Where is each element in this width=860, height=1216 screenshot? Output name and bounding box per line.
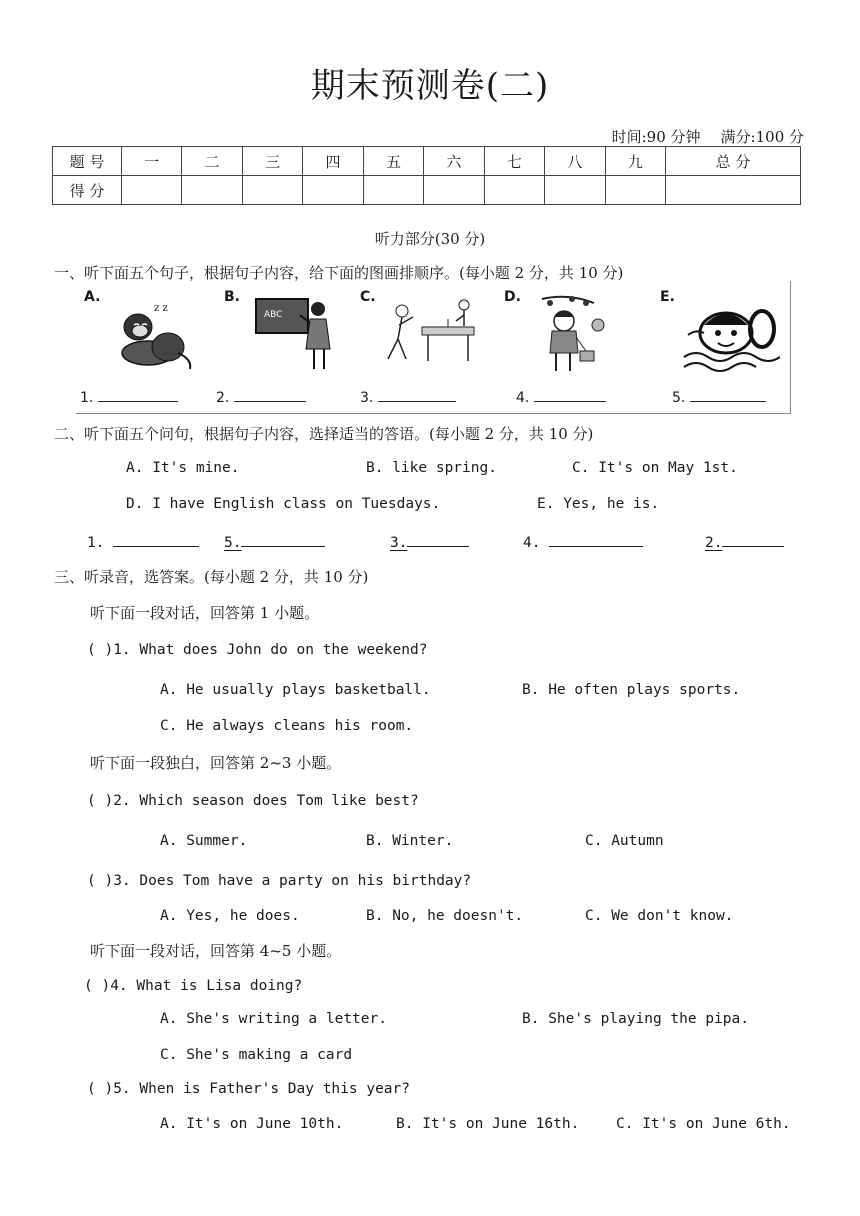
- score-table-cell: 八: [545, 147, 605, 176]
- teacher-blackboard-icon: [252, 295, 342, 375]
- score-input-cell[interactable]: [484, 176, 544, 205]
- score-table-cell: 得 分: [53, 176, 122, 205]
- listening-header: 听力部分(30 分): [374, 230, 486, 248]
- sleeping-monkey-icon: [110, 295, 200, 373]
- blank-number: 2.: [216, 390, 230, 406]
- score-input-cell[interactable]: [122, 176, 182, 205]
- section3-intro: 听下面一段对话，回答第 4~5 小题。: [90, 942, 342, 960]
- score-input-cell[interactable]: [424, 176, 484, 205]
- question-option: B. He often plays sports.: [522, 682, 741, 698]
- score-table: [52, 146, 801, 205]
- score-table-cell: 九: [605, 147, 665, 176]
- exam-full-score: 满分:100 分: [720, 128, 804, 146]
- section3-intro: 听下面一段对话，回答第 1 小题。: [90, 604, 320, 622]
- exam-meta: [612, 126, 804, 147]
- score-table-cell: 一: [122, 147, 182, 176]
- question-option: A. Summer.: [160, 833, 248, 849]
- answer-blank[interactable]: [234, 387, 306, 402]
- section2-option-b: B. like spring.: [366, 460, 497, 476]
- score-table-cell: 四: [303, 147, 363, 176]
- blank-number: 3.: [360, 390, 374, 406]
- answer-blank[interactable]: [690, 387, 766, 402]
- answer-blank[interactable]: [98, 387, 178, 402]
- question-option: C. Autumn: [585, 833, 664, 849]
- question-option: B. She's playing the pipa.: [522, 1011, 749, 1027]
- section2-answer: [390, 532, 469, 551]
- question-option: C. She's making a card: [160, 1047, 353, 1063]
- question-stem: ( )1. What does John do on the weekend?: [87, 642, 428, 658]
- picture-letter: B.: [224, 289, 240, 305]
- page-title: 期末预测卷(二): [310, 66, 550, 106]
- answer-number: 2.: [705, 535, 723, 551]
- score-table-cell: 总 分: [665, 147, 800, 176]
- picture-letter: E.: [660, 289, 675, 305]
- score-table-cell: 二: [182, 147, 242, 176]
- picture-panel: [76, 281, 791, 414]
- score-table-header-row: [53, 147, 801, 176]
- svg-text:ABC: ABC: [264, 310, 283, 320]
- answer-blank[interactable]: [722, 532, 784, 547]
- question-option: A. Yes, he does.: [160, 908, 300, 924]
- question-option: A. It's on June 10th.: [160, 1116, 344, 1132]
- score-input-cell[interactable]: [605, 176, 665, 205]
- question-option: B. Winter.: [366, 833, 454, 849]
- score-input-cell[interactable]: [363, 176, 423, 205]
- section2-option-a: A. It's mine.: [126, 460, 240, 476]
- section1-title: 一、听下面五个句子，根据句子内容，给下面的图画排顺序。(每小题 2 分，共 10 分): [54, 264, 624, 282]
- ping-pong-icon: [380, 295, 480, 377]
- answer-blank[interactable]: [549, 532, 643, 547]
- section2-option-d: D. I have English class on Tuesdays.: [126, 496, 441, 512]
- question-stem: ( )5. When is Father's Day this year?: [87, 1081, 411, 1097]
- picture-blank: [216, 387, 306, 406]
- score-table-cell: 六: [424, 147, 484, 176]
- section3-title: 三、听录音，选答案。(每小题 2 分，共 10 分): [54, 568, 369, 586]
- swimming-boy-icon: [680, 295, 780, 375]
- section2-title: 二、听下面五个问句，根据句子内容，选择适当的答语。(每小题 2 分，共 10 分): [54, 425, 594, 443]
- question-stem: ( )4. What is Lisa doing?: [84, 978, 303, 994]
- question-option: A. He usually plays basketball.: [160, 682, 431, 698]
- answer-blank[interactable]: [407, 532, 469, 547]
- section2-answer: [705, 532, 784, 551]
- boy-picking-apples-icon: [536, 295, 606, 377]
- answer-blank[interactable]: [113, 532, 199, 547]
- picture-blank: [80, 387, 178, 406]
- blank-number: 1.: [80, 390, 94, 406]
- score-table-cell: 题 号: [53, 147, 122, 176]
- question-stem: ( )2. Which season does Tom like best?: [87, 793, 419, 809]
- answer-blank[interactable]: [378, 387, 456, 402]
- section2-option-c: C. It's on May 1st.: [572, 460, 738, 476]
- section2-answer: [224, 532, 325, 551]
- picture-letter: A.: [84, 289, 101, 305]
- question-option: B. It's on June 16th.: [396, 1116, 580, 1132]
- section2-answer: [87, 532, 199, 551]
- section2-answer: [523, 532, 643, 551]
- blank-number: 4.: [516, 390, 530, 406]
- picture-blank: [672, 387, 766, 406]
- score-input-cell[interactable]: [545, 176, 605, 205]
- answer-number: 4.: [523, 535, 541, 551]
- score-table-cell: 七: [484, 147, 544, 176]
- picture-letter: C.: [360, 289, 376, 305]
- question-option: B. No, he doesn't.: [366, 908, 524, 924]
- score-input-cell[interactable]: [182, 176, 242, 205]
- score-input-cell[interactable]: [665, 176, 800, 205]
- answer-number: 3.: [390, 535, 408, 551]
- score-table-score-row: [53, 176, 801, 205]
- section3-intro: 听下面一段独白，回答第 2~3 小题。: [90, 754, 342, 772]
- picture-letter: D.: [504, 289, 521, 305]
- score-input-cell[interactable]: [303, 176, 363, 205]
- question-option: C. It's on June 6th.: [616, 1116, 791, 1132]
- section2-option-e: E. Yes, he is.: [537, 496, 660, 512]
- question-option: C. He always cleans his room.: [160, 718, 414, 734]
- question-option: A. She's writing a letter.: [160, 1011, 387, 1027]
- score-table-cell: 三: [242, 147, 302, 176]
- question-stem: ( )3. Does Tom have a party on his birthday?: [87, 873, 472, 889]
- score-table-cell: 五: [363, 147, 423, 176]
- answer-number: 5.: [224, 535, 242, 551]
- answer-blank[interactable]: [241, 532, 325, 547]
- exam-time: 时间:90 分钟: [611, 128, 701, 146]
- answer-number: 1.: [87, 535, 105, 551]
- question-option: C. We don't know.: [585, 908, 734, 924]
- score-input-cell[interactable]: [242, 176, 302, 205]
- answer-blank[interactable]: [534, 387, 606, 402]
- blank-number: 5.: [672, 390, 686, 406]
- picture-blank: [516, 387, 606, 406]
- picture-blank: [360, 387, 456, 406]
- svg-text:z z: z z: [154, 303, 168, 314]
